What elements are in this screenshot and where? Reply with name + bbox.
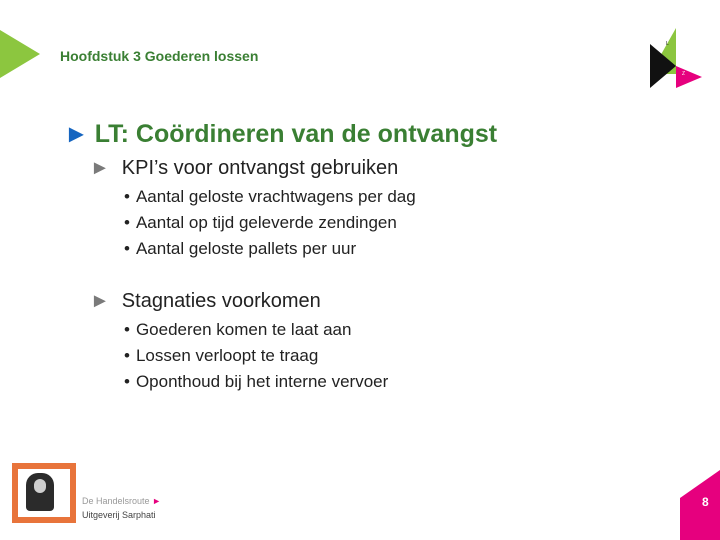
brand-logo-top-right bbox=[650, 28, 706, 88]
list-item: • Lossen verloopt te traag bbox=[124, 346, 319, 365]
heading-text: LT: Coördineren van de ontvangst bbox=[94, 120, 498, 148]
logo-letter-bottom: Z bbox=[682, 71, 686, 77]
logo-black-triangle bbox=[650, 44, 676, 88]
publisher-line1: De Handelsroute bbox=[82, 496, 150, 506]
section-title bbox=[90, 157, 416, 180]
green-arrow-decoration bbox=[0, 30, 40, 78]
section-kpi bbox=[90, 157, 416, 262]
logo-letter-top: L bbox=[666, 41, 669, 47]
publisher-arrow-icon: ► bbox=[152, 496, 161, 506]
page-number-badge bbox=[680, 454, 720, 540]
bullet-list bbox=[90, 184, 416, 262]
section-title bbox=[90, 290, 388, 313]
section-title-text: Stagnaties voorkomen bbox=[121, 290, 321, 312]
list-item: • Aantal op tijd geleverde zendingen bbox=[124, 213, 397, 232]
slide-heading bbox=[64, 120, 497, 149]
list-item: • Aantal geloste pallets per uur bbox=[124, 239, 357, 258]
heading-arrow-icon: ► bbox=[64, 120, 89, 148]
bullet-list bbox=[90, 317, 388, 395]
publisher-portrait-logo bbox=[12, 463, 76, 523]
section-arrow-icon: ► bbox=[90, 157, 110, 179]
section-arrow-icon: ► bbox=[90, 290, 110, 312]
list-item: • Goederen komen te laat aan bbox=[124, 320, 352, 339]
section-stagnaties bbox=[90, 290, 388, 395]
list-item: • Aantal geloste vrachtwagens per dag bbox=[124, 187, 416, 206]
page-number: 8 bbox=[702, 495, 709, 509]
list-item: • Oponthoud bij het interne vervoer bbox=[124, 372, 389, 391]
publisher-line2: Uitgeverij Sarphati bbox=[82, 510, 156, 520]
publisher-name bbox=[82, 494, 161, 522]
chapter-title: Hoofdstuk 3 Goederen lossen bbox=[60, 48, 259, 64]
logo-pink-triangle bbox=[676, 66, 702, 88]
section-title-text: KPI’s voor ontvangst gebruiken bbox=[121, 157, 399, 179]
